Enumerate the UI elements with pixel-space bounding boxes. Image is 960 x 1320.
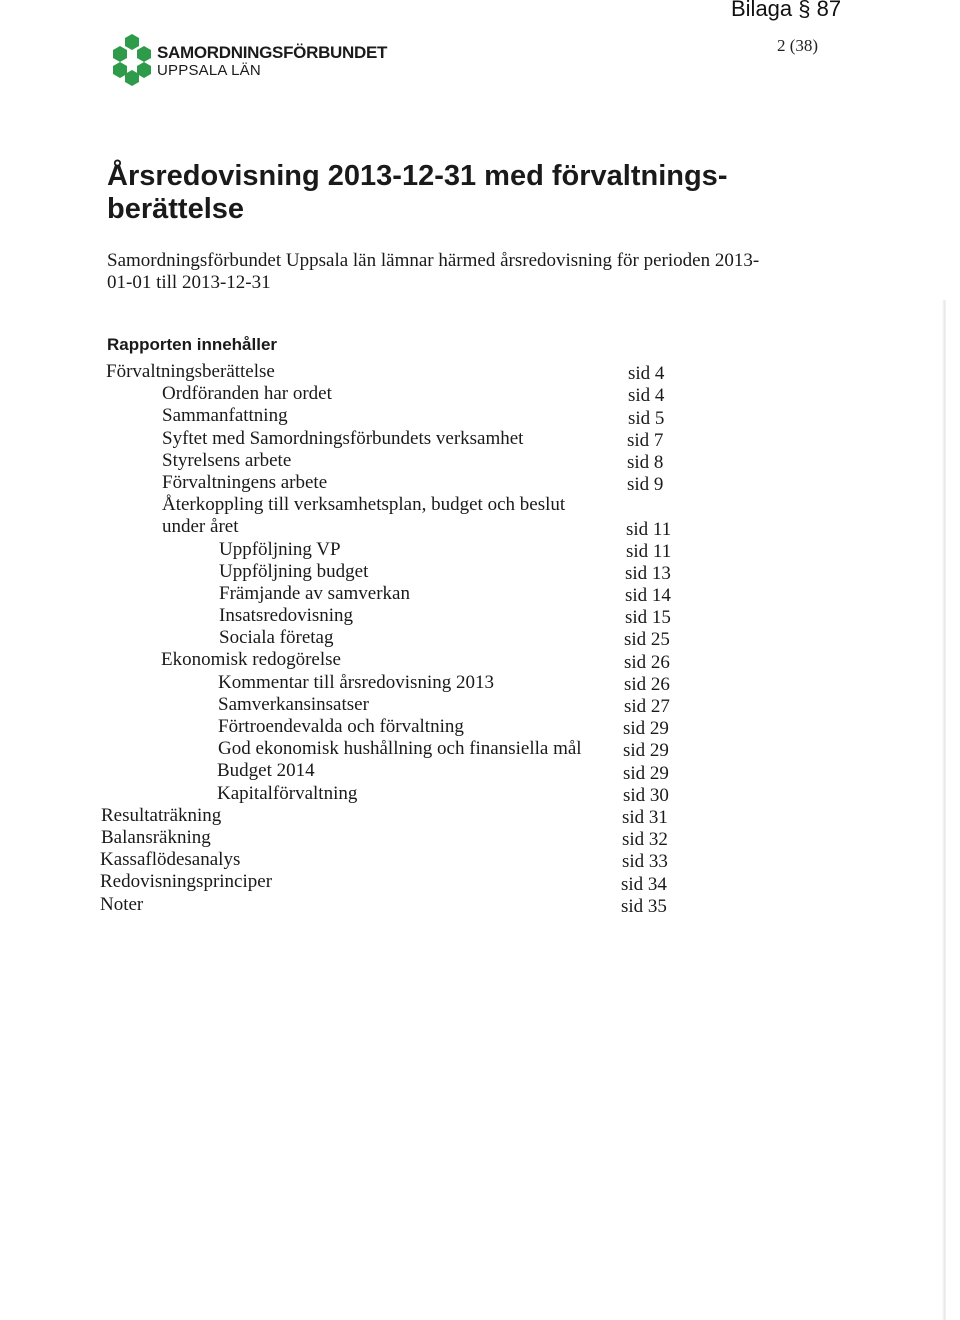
toc-item bbox=[0, 760, 960, 782]
toc-item-label: Balansräkning bbox=[101, 826, 211, 848]
toc-item-label: Förtroendevalda och förvaltning bbox=[218, 716, 464, 738]
organization-name bbox=[157, 44, 387, 80]
toc-item-page: sid 29 bbox=[623, 762, 669, 784]
toc-item bbox=[0, 539, 960, 561]
toc-item-page: sid 11 bbox=[626, 540, 672, 562]
toc-item-label: Redovisningsprinciper bbox=[100, 871, 273, 893]
toc-item-label: Resultaträkning bbox=[101, 804, 222, 826]
toc-item-label: Insatsredovisning bbox=[219, 605, 354, 627]
toc-item bbox=[0, 716, 960, 738]
organization-name-line2: UPPSALA LÄN bbox=[157, 62, 261, 79]
toc-item-page: sid 35 bbox=[621, 895, 667, 917]
hexagon-cluster-logo-icon bbox=[108, 32, 156, 88]
toc-item-label: Kommentar till årsredovisning 2013 bbox=[218, 671, 494, 693]
toc-item-label: Kapitalförvaltning bbox=[217, 782, 358, 804]
toc-item-page: sid 11 bbox=[626, 518, 672, 540]
toc-item-label: Samverkansinsatser bbox=[218, 693, 369, 715]
toc-item-page: sid 15 bbox=[625, 607, 671, 629]
toc-item-label: Kassaflödesanalys bbox=[100, 849, 241, 871]
toc-item-page: sid 29 bbox=[623, 740, 669, 762]
toc-item-page: sid 13 bbox=[625, 562, 671, 584]
organization-name-line1: SAMORDNINGSFÖRBUNDET bbox=[157, 43, 388, 62]
toc-item-label: Uppföljning VP bbox=[219, 538, 341, 560]
toc-item-page: sid 29 bbox=[623, 718, 669, 740]
toc-item-page: sid 4 bbox=[628, 363, 665, 385]
toc-item-label: Ordföranden har ordet bbox=[162, 383, 332, 405]
toc-item-label: Budget 2014 bbox=[217, 760, 315, 782]
toc-item bbox=[0, 494, 960, 538]
toc-item bbox=[0, 405, 960, 427]
toc-item-page: sid 25 bbox=[624, 629, 670, 651]
toc-item-page: sid 14 bbox=[625, 585, 671, 607]
toc-item-page: sid 31 bbox=[622, 806, 668, 828]
toc-item-page: sid 27 bbox=[624, 696, 670, 718]
toc-item-label: Främjande av samverkan bbox=[219, 582, 410, 604]
toc-item bbox=[0, 361, 960, 383]
toc-item bbox=[0, 894, 960, 916]
document-title: Årsredovisning 2013-12-31 med förvaltnings-berättelse bbox=[107, 160, 728, 225]
toc-item bbox=[0, 649, 960, 671]
toc-item bbox=[0, 849, 960, 871]
toc-item-page: sid 33 bbox=[622, 851, 668, 873]
toc-item bbox=[0, 561, 960, 583]
toc-item-page: sid 4 bbox=[628, 385, 665, 407]
toc-item-label: Sociala företag bbox=[219, 627, 334, 649]
page-number: 2 (38) bbox=[777, 36, 819, 55]
toc-item-page: sid 8 bbox=[627, 451, 664, 473]
toc-item bbox=[0, 738, 960, 760]
toc-item bbox=[0, 627, 960, 649]
toc-item-page: sid 7 bbox=[627, 429, 664, 451]
toc-item-label: Ekonomisk redogörelse bbox=[161, 649, 341, 671]
toc-item bbox=[0, 805, 960, 827]
toc-item-label: Förvaltningsberättelse bbox=[106, 361, 275, 382]
toc-item-page: sid 5 bbox=[628, 407, 665, 429]
toc-item bbox=[0, 605, 960, 627]
toc-item-label: Styrelsens arbete bbox=[162, 449, 292, 471]
toc-item-page: sid 32 bbox=[622, 829, 668, 851]
attachment-label: Bilaga § 87 bbox=[731, 0, 842, 21]
table-of-contents bbox=[0, 361, 960, 916]
toc-item bbox=[0, 783, 960, 805]
toc-item-label: Uppföljning budget bbox=[219, 560, 369, 582]
toc-item-label: Förvaltningens arbete bbox=[162, 471, 328, 493]
toc-heading: Rapporten innehåller bbox=[107, 335, 278, 354]
toc-item-label: Sammanfattning bbox=[162, 405, 288, 427]
toc-item-page: sid 30 bbox=[623, 784, 669, 806]
toc-item-page: sid 9 bbox=[627, 474, 664, 496]
toc-item-page: sid 34 bbox=[621, 873, 667, 895]
toc-item bbox=[0, 871, 960, 893]
toc-item-label: Syftet med Samordningsförbundets verksamhet bbox=[162, 427, 524, 449]
toc-item-label: God ekonomisk hushållning och finansiella mål bbox=[218, 738, 582, 760]
toc-item-label: Noter bbox=[100, 893, 144, 915]
intro-paragraph: Samordningsförbundet Uppsala län lämnar härmed årsredovisning för perioden 2013-01-01 till 2013-12-31 bbox=[107, 250, 760, 293]
toc-item bbox=[0, 472, 960, 494]
toc-item bbox=[0, 428, 960, 450]
toc-item bbox=[0, 672, 960, 694]
toc-item-page: sid 26 bbox=[624, 651, 670, 673]
toc-item bbox=[0, 827, 960, 849]
toc-item-label: Återkoppling till verksamhetsplan, budget och beslut under året bbox=[162, 494, 566, 538]
toc-item-page: sid 26 bbox=[624, 673, 670, 695]
toc-item bbox=[0, 383, 960, 405]
toc-item bbox=[0, 450, 960, 472]
toc-item bbox=[0, 694, 960, 716]
toc-item bbox=[0, 583, 960, 605]
